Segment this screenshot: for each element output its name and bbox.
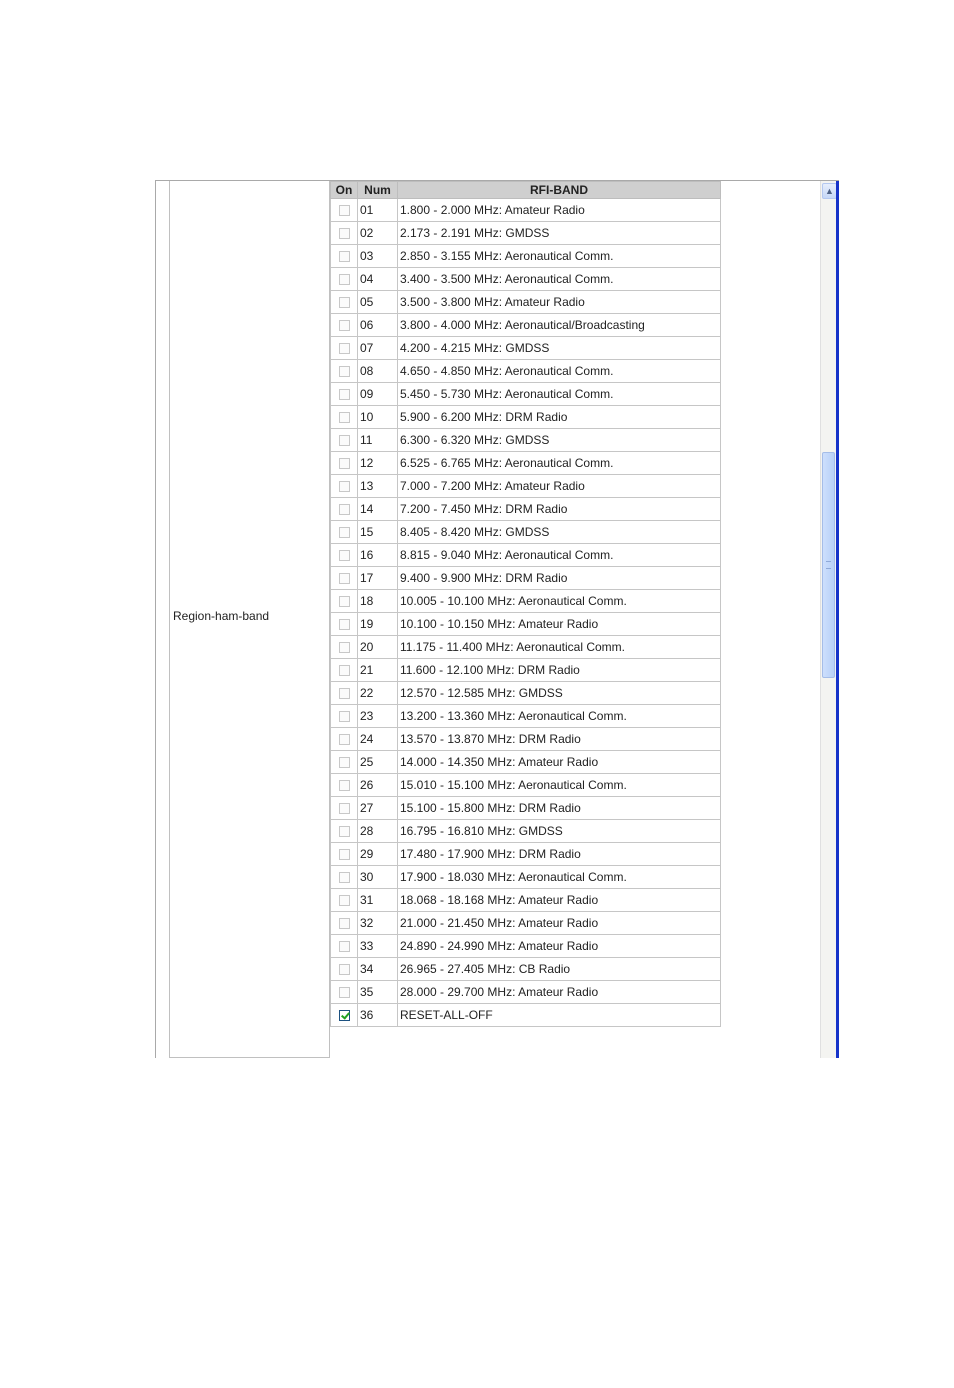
on-cell (331, 935, 358, 958)
on-cell (331, 797, 358, 820)
band-number: 03 (358, 245, 398, 268)
rfi-band-table (330, 181, 721, 1027)
table-row (331, 682, 721, 705)
band-number: 26 (358, 774, 398, 797)
band-checkbox[interactable] (339, 228, 350, 239)
band-description: 5.900 - 6.200 MHz: DRM Radio (398, 406, 721, 429)
header-num: Num (358, 182, 398, 199)
on-cell (331, 751, 358, 774)
on-cell (331, 1004, 358, 1027)
band-number: 01 (358, 199, 398, 222)
band-checkbox[interactable] (339, 1010, 350, 1021)
on-cell (331, 820, 358, 843)
table-row (331, 912, 721, 935)
header-rfi-band: RFI-BAND (398, 182, 721, 199)
band-checkbox[interactable] (339, 734, 350, 745)
band-description: 3.400 - 3.500 MHz: Aeronautical Comm. (398, 268, 721, 291)
band-checkbox[interactable] (339, 596, 350, 607)
band-description: 26.965 - 27.405 MHz: CB Radio (398, 958, 721, 981)
band-description: 14.000 - 14.350 MHz: Amateur Radio (398, 751, 721, 774)
band-description: 4.200 - 4.215 MHz: GMDSS (398, 337, 721, 360)
band-checkbox[interactable] (339, 527, 350, 538)
table-row (331, 843, 721, 866)
band-description: 28.000 - 29.700 MHz: Amateur Radio (398, 981, 721, 1004)
band-number: 05 (358, 291, 398, 314)
band-description: 13.200 - 13.360 MHz: Aeronautical Comm. (398, 705, 721, 728)
band-description: 17.480 - 17.900 MHz: DRM Radio (398, 843, 721, 866)
on-cell (331, 475, 358, 498)
band-description: 1.800 - 2.000 MHz: Amateur Radio (398, 199, 721, 222)
on-cell (331, 337, 358, 360)
band-description: 4.650 - 4.850 MHz: Aeronautical Comm. (398, 360, 721, 383)
table-row (331, 889, 721, 912)
table-row (331, 498, 721, 521)
table-row (331, 705, 721, 728)
band-checkbox[interactable] (339, 504, 350, 515)
on-cell (331, 912, 358, 935)
band-description: 6.300 - 6.320 MHz: GMDSS (398, 429, 721, 452)
table-row (331, 521, 721, 544)
table-row (331, 613, 721, 636)
region-cell (169, 181, 330, 1058)
on-cell (331, 705, 358, 728)
band-description: 9.400 - 9.900 MHz: DRM Radio (398, 567, 721, 590)
table-row (331, 981, 721, 1004)
on-cell (331, 866, 358, 889)
band-number: 35 (358, 981, 398, 1004)
band-checkbox[interactable] (339, 481, 350, 492)
table-row (331, 406, 721, 429)
on-cell (331, 222, 358, 245)
on-cell (331, 889, 358, 912)
band-number: 19 (358, 613, 398, 636)
band-description: 8.815 - 9.040 MHz: Aeronautical Comm. (398, 544, 721, 567)
scrollbar-thumb[interactable] (822, 452, 835, 678)
band-checkbox[interactable] (339, 665, 350, 676)
on-cell (331, 452, 358, 475)
on-cell (331, 268, 358, 291)
band-number: 08 (358, 360, 398, 383)
on-cell (331, 544, 358, 567)
on-cell (331, 981, 358, 1004)
on-cell (331, 636, 358, 659)
band-checkbox[interactable] (339, 849, 350, 860)
on-cell (331, 613, 358, 636)
band-description: 21.000 - 21.450 MHz: Amateur Radio (398, 912, 721, 935)
band-checkbox[interactable] (339, 757, 350, 768)
table-row (331, 567, 721, 590)
band-number: 04 (358, 268, 398, 291)
band-number: 02 (358, 222, 398, 245)
band-checkbox[interactable] (339, 918, 350, 929)
band-number: 32 (358, 912, 398, 935)
band-checkbox[interactable] (339, 389, 350, 400)
band-checkbox[interactable] (339, 780, 350, 791)
on-cell (331, 958, 358, 981)
on-cell (331, 245, 358, 268)
band-number: 33 (358, 935, 398, 958)
on-cell (331, 360, 358, 383)
table-row (331, 245, 721, 268)
band-description: 2.850 - 3.155 MHz: Aeronautical Comm. (398, 245, 721, 268)
band-number: 15 (358, 521, 398, 544)
on-cell (331, 521, 358, 544)
table-row (331, 383, 721, 406)
band-number: 13 (358, 475, 398, 498)
band-description: 15.100 - 15.800 MHz: DRM Radio (398, 797, 721, 820)
table-row (331, 820, 721, 843)
band-description: 11.600 - 12.100 MHz: DRM Radio (398, 659, 721, 682)
band-number: 28 (358, 820, 398, 843)
table-row (331, 222, 721, 245)
band-number: 29 (358, 843, 398, 866)
band-checkbox[interactable] (339, 412, 350, 423)
table-row (331, 291, 721, 314)
band-number: 24 (358, 728, 398, 751)
band-checkbox[interactable] (339, 826, 350, 837)
header-on: On (331, 182, 358, 199)
table-row (331, 751, 721, 774)
table-row (331, 429, 721, 452)
band-description: 7.200 - 7.450 MHz: DRM Radio (398, 498, 721, 521)
table-row (331, 590, 721, 613)
band-checkbox[interactable] (339, 803, 350, 814)
on-cell (331, 682, 358, 705)
band-checkbox[interactable] (339, 343, 350, 354)
band-description: 7.000 - 7.200 MHz: Amateur Radio (398, 475, 721, 498)
band-number: 16 (358, 544, 398, 567)
on-cell (331, 659, 358, 682)
band-checkbox[interactable] (339, 619, 350, 630)
band-checkbox[interactable] (339, 274, 350, 285)
table-row (331, 866, 721, 889)
table-row (331, 199, 721, 222)
chevron-up-icon[interactable]: ▲ (822, 183, 837, 199)
band-number: 36 (358, 1004, 398, 1027)
table-row (331, 452, 721, 475)
rfi-band-panel (155, 180, 839, 1058)
band-number: 27 (358, 797, 398, 820)
region-label: Region-ham-band (173, 609, 270, 623)
table-row (331, 774, 721, 797)
band-checkbox[interactable] (339, 987, 350, 998)
band-description: 6.525 - 6.765 MHz: Aeronautical Comm. (398, 452, 721, 475)
band-description: 3.500 - 3.800 MHz: Amateur Radio (398, 291, 721, 314)
table-row (331, 958, 721, 981)
band-description: 3.800 - 4.000 MHz: Aeronautical/Broadcasting (398, 314, 721, 337)
on-cell (331, 291, 358, 314)
band-number: 14 (358, 498, 398, 521)
table-row (331, 544, 721, 567)
band-description: 12.570 - 12.585 MHz: GMDSS (398, 682, 721, 705)
table-row (331, 1004, 721, 1027)
window-border (836, 181, 839, 1058)
band-number: 17 (358, 567, 398, 590)
band-number: 34 (358, 958, 398, 981)
band-checkbox[interactable] (339, 688, 350, 699)
band-checkbox[interactable] (339, 251, 350, 262)
band-checkbox[interactable] (339, 297, 350, 308)
band-number: 06 (358, 314, 398, 337)
band-description: 2.173 - 2.191 MHz: GMDSS (398, 222, 721, 245)
band-description: 16.795 - 16.810 MHz: GMDSS (398, 820, 721, 843)
band-number: 20 (358, 636, 398, 659)
band-checkbox[interactable] (339, 872, 350, 883)
on-cell (331, 383, 358, 406)
vertical-scrollbar[interactable] (820, 181, 837, 1058)
band-description: 13.570 - 13.870 MHz: DRM Radio (398, 728, 721, 751)
on-cell (331, 567, 358, 590)
band-checkbox[interactable] (339, 964, 350, 975)
on-cell (331, 199, 358, 222)
band-checkbox[interactable] (339, 550, 350, 561)
band-checkbox[interactable] (339, 573, 350, 584)
table-row (331, 314, 721, 337)
on-cell (331, 590, 358, 613)
band-description: 5.450 - 5.730 MHz: Aeronautical Comm. (398, 383, 721, 406)
table-row (331, 659, 721, 682)
band-checkbox[interactable] (339, 205, 350, 216)
table-header-row (331, 182, 721, 199)
band-checkbox[interactable] (339, 435, 350, 446)
band-checkbox[interactable] (339, 711, 350, 722)
table-row (331, 636, 721, 659)
table-body (331, 199, 721, 1027)
on-cell (331, 498, 358, 521)
band-number: 12 (358, 452, 398, 475)
on-cell (331, 843, 358, 866)
band-number: 18 (358, 590, 398, 613)
band-checkbox[interactable] (339, 366, 350, 377)
on-cell (331, 314, 358, 337)
table-row (331, 935, 721, 958)
grip-icon (826, 561, 831, 569)
band-checkbox[interactable] (339, 320, 350, 331)
on-cell (331, 774, 358, 797)
band-description: RESET-ALL-OFF (398, 1004, 721, 1027)
band-number: 25 (358, 751, 398, 774)
band-description: 10.100 - 10.150 MHz: Amateur Radio (398, 613, 721, 636)
table-row (331, 268, 721, 291)
band-description: 15.010 - 15.100 MHz: Aeronautical Comm. (398, 774, 721, 797)
table-row (331, 797, 721, 820)
band-description: 8.405 - 8.420 MHz: GMDSS (398, 521, 721, 544)
band-description: 24.890 - 24.990 MHz: Amateur Radio (398, 935, 721, 958)
band-description: 10.005 - 10.100 MHz: Aeronautical Comm. (398, 590, 721, 613)
band-number: 23 (358, 705, 398, 728)
band-number: 30 (358, 866, 398, 889)
band-number: 07 (358, 337, 398, 360)
table-row (331, 475, 721, 498)
on-cell (331, 429, 358, 452)
table-row (331, 360, 721, 383)
table-row (331, 337, 721, 360)
band-number: 21 (358, 659, 398, 682)
band-checkbox[interactable] (339, 895, 350, 906)
band-number: 11 (358, 429, 398, 452)
band-checkbox[interactable] (339, 458, 350, 469)
band-number: 31 (358, 889, 398, 912)
band-number: 22 (358, 682, 398, 705)
on-cell (331, 728, 358, 751)
table-row (331, 728, 721, 751)
on-cell (331, 406, 358, 429)
band-description: 18.068 - 18.168 MHz: Amateur Radio (398, 889, 721, 912)
band-number: 09 (358, 383, 398, 406)
band-description: 17.900 - 18.030 MHz: Aeronautical Comm. (398, 866, 721, 889)
band-checkbox[interactable] (339, 941, 350, 952)
band-checkbox[interactable] (339, 642, 350, 653)
band-number: 10 (358, 406, 398, 429)
band-description: 11.175 - 11.400 MHz: Aeronautical Comm. (398, 636, 721, 659)
